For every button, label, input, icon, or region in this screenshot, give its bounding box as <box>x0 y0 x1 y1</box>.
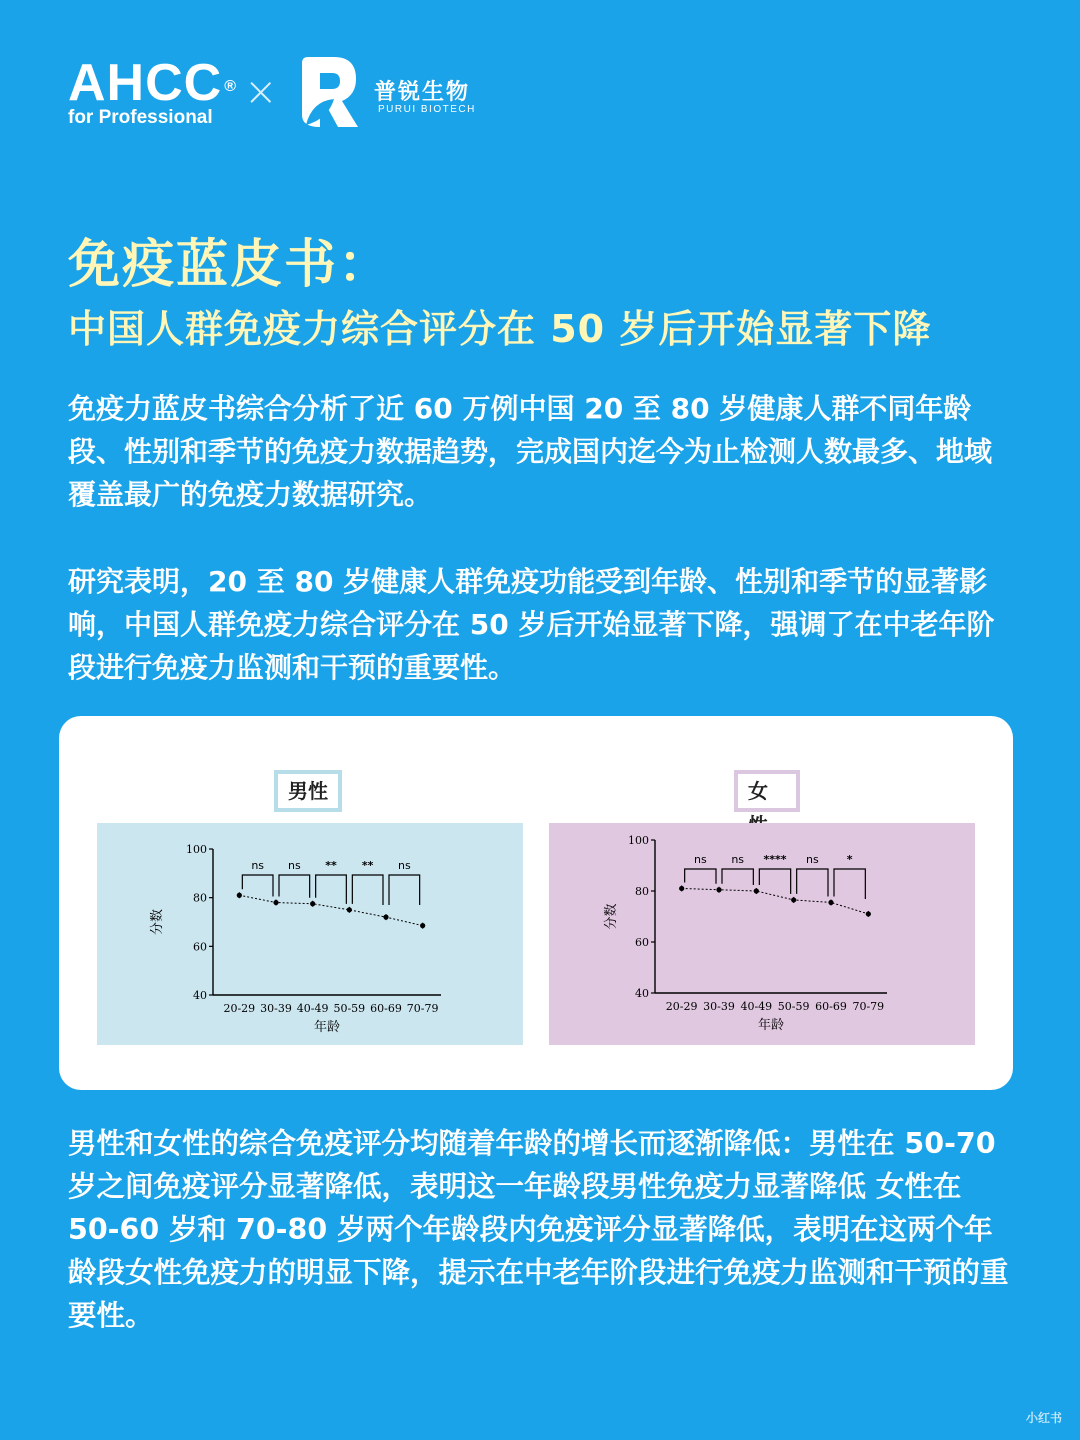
significance-bracket <box>722 869 753 885</box>
y-tick-label: 40 <box>193 989 207 1002</box>
significance-label: ** <box>361 859 374 872</box>
significance-bracket <box>759 869 790 894</box>
significance-label: ns <box>251 859 265 872</box>
female-chart-tag: 女 <box>734 770 800 812</box>
x-tick-label: 40-49 <box>740 1000 773 1013</box>
significance-label: ** <box>325 859 337 872</box>
brand-name-en: PURUI BIOTECH <box>378 104 476 115</box>
collaboration-x-icon: × <box>244 69 278 115</box>
x-tick-label: 50-59 <box>333 1002 366 1015</box>
x-tick-label: 50-59 <box>777 1000 810 1013</box>
page-subtitle: 中国人群免疫力综合评分在 50 岁后开始显著下降 <box>68 307 932 351</box>
significance-label: ns <box>693 853 707 866</box>
purui-r-logo-icon <box>296 55 362 131</box>
y-tick-label: 100 <box>186 843 207 856</box>
x-axis-label: 年龄 <box>313 1020 341 1035</box>
significance-label: ns <box>287 859 301 872</box>
male-chart-panel <box>97 823 523 1045</box>
y-tick-label: 40 <box>635 987 649 1000</box>
y-tick-label: 60 <box>193 940 207 954</box>
male-chart-tag: 男性 <box>274 770 342 812</box>
x-tick-label: 60-69 <box>370 1002 402 1015</box>
brand-name-cn: 普锐生物 <box>374 80 471 105</box>
y-tick-label: 80 <box>193 891 207 905</box>
x-tick-label: 40-49 <box>296 1002 329 1015</box>
data-point <box>347 907 352 912</box>
significance-label: * <box>846 853 853 866</box>
x-tick-label: 70-79 <box>406 1002 439 1015</box>
x-axis-label: 年龄 <box>757 1018 785 1033</box>
significance-label: ns <box>397 859 411 872</box>
significance-bracket <box>797 869 828 896</box>
x-tick-label: 30-39 <box>703 1000 735 1013</box>
page-title: 免疫蓝皮书： <box>68 235 393 295</box>
x-tick-label: 30-39 <box>260 1002 292 1015</box>
ahcc-subtitle: for Professional <box>68 107 213 128</box>
data-point <box>791 897 796 902</box>
registered-mark: ® <box>224 78 238 95</box>
conclusion-paragraph: 男性和女性的综合免疫评分均随着年龄的增长而逐渐降低：男性在 50-70 岁之间免疫评分显著降低，表明这一年龄段男性免疫力显著降低 女性在 50-60 岁和 70-80 岁两个年龄段内免疫评分显著降低，表明在这两个年龄段女性免疫力的明显下降，提示在中老年阶段进行免疫力监测和干预的重要性。 <box>68 1127 1009 1332</box>
significance-label: ns <box>805 853 819 866</box>
ahcc-logo <box>68 55 237 111</box>
female-line-chart <box>549 823 975 1045</box>
significance-bracket <box>316 875 347 904</box>
significance-bracket <box>352 875 383 905</box>
significance-bracket <box>389 875 420 905</box>
chart-card <box>59 716 1013 1090</box>
series-line <box>239 895 422 925</box>
significance-label: ns <box>731 853 745 866</box>
data-point <box>716 887 721 892</box>
intro-paragraph: 免疫力蓝皮书综合分析了近 60 万例中国 20 至 80 岁健康人群不同年龄段、性别和季节的免疫力数据趋势，完成国内迄今为止检测人数最多、地域覆盖最广的免疫力数据研究。 <box>68 392 993 511</box>
significance-bracket <box>242 875 273 897</box>
data-point <box>273 900 278 905</box>
data-point <box>866 911 871 916</box>
data-point <box>420 923 425 928</box>
data-point <box>310 901 315 906</box>
logo-bar <box>68 55 668 135</box>
significance-label: **** <box>763 853 787 866</box>
female-chart-panel <box>549 823 975 1045</box>
data-point <box>828 900 833 905</box>
y-axis-label: 分数 <box>604 903 619 930</box>
significance-bracket <box>685 869 716 884</box>
male-line-chart <box>97 823 523 1045</box>
data-point <box>754 888 759 893</box>
ahcc-logo-text: AHCC <box>68 54 223 112</box>
data-point <box>383 915 388 920</box>
y-axis-label: 分数 <box>150 908 165 936</box>
y-tick-label: 80 <box>635 885 649 898</box>
significance-bracket <box>279 875 310 898</box>
data-point <box>237 893 242 898</box>
findings-paragraph: 研究表明，20 至 80 岁健康人群免疫功能受到年龄、性别和季节的显著影响，中国人群免疫力综合评分在 50 岁后开始显著下降，强调了在中老年阶段进行免疫力监测和干预的重要性。 <box>68 565 995 684</box>
watermark: 小红书 <box>1025 1411 1062 1425</box>
x-tick-label: 20-29 <box>223 1002 256 1015</box>
x-tick-label: 20-29 <box>665 1000 698 1013</box>
x-tick-label: 70-79 <box>852 1000 885 1013</box>
x-tick-label: 60-69 <box>815 1000 847 1013</box>
significance-bracket <box>834 869 865 899</box>
y-tick-label: 60 <box>635 936 649 949</box>
data-point <box>679 886 684 891</box>
y-tick-label: 100 <box>628 834 649 847</box>
series-line <box>682 888 869 914</box>
